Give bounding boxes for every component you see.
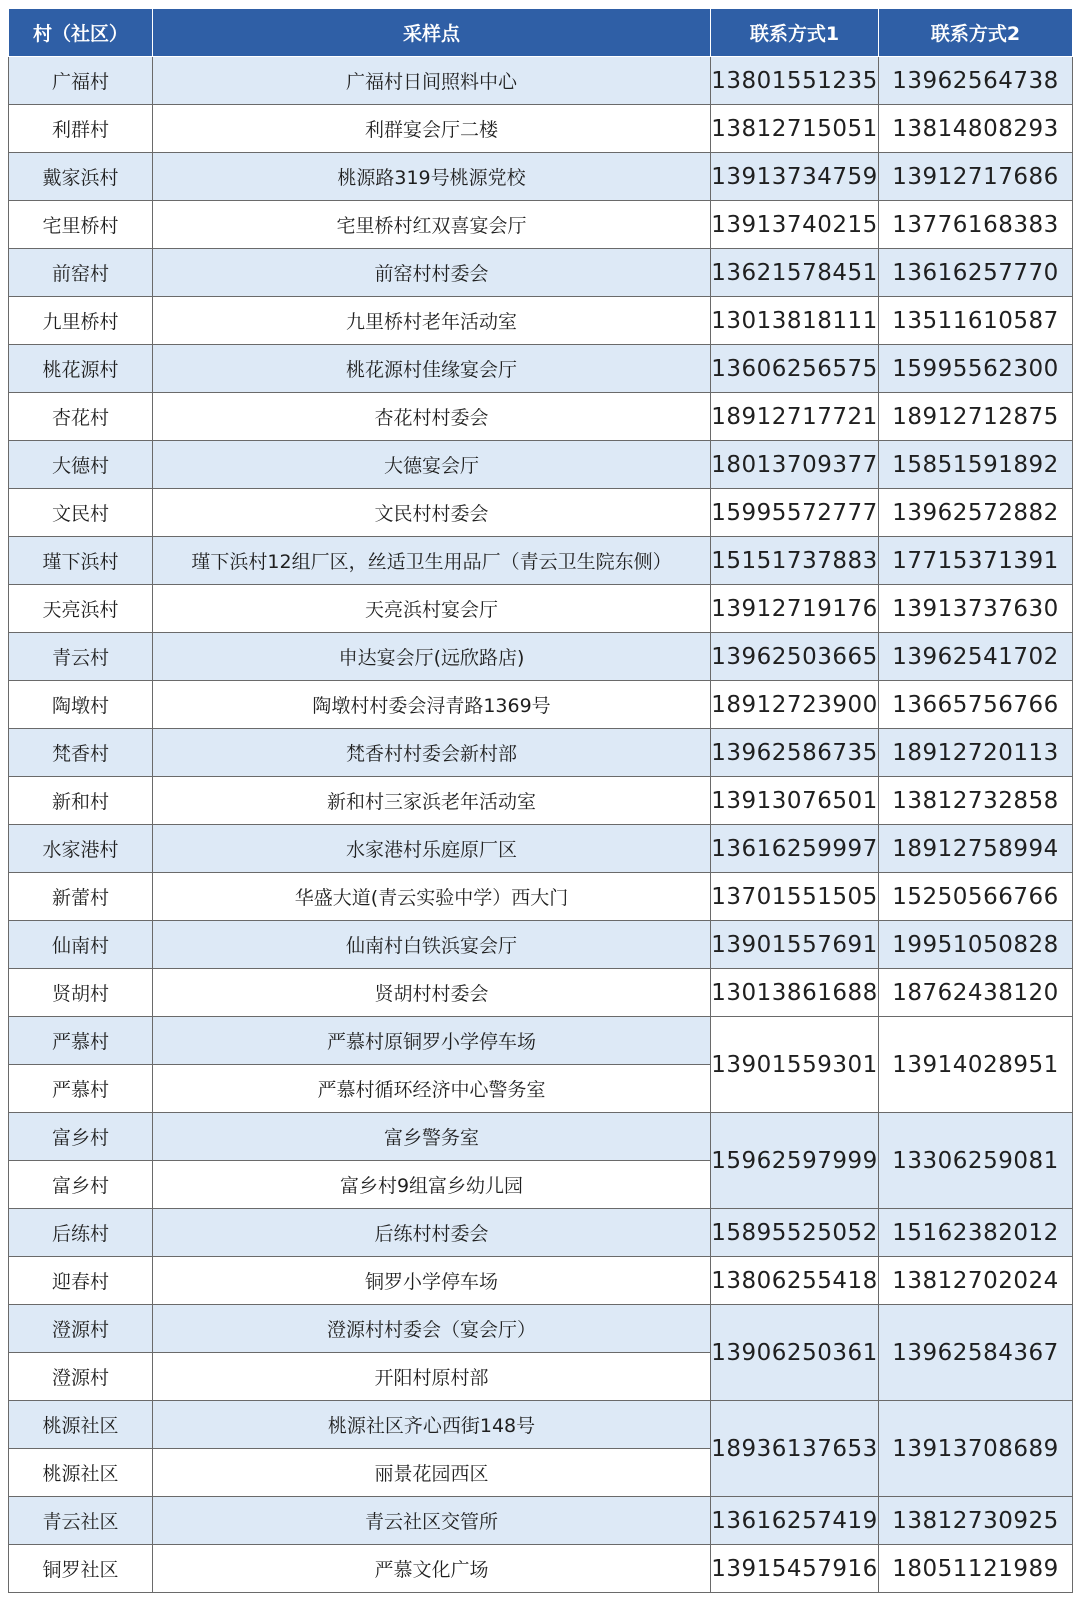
- table-header-row: [9, 9, 1073, 57]
- site-cell: 宅里桥村红双喜宴会厅: [153, 201, 711, 249]
- phone2-cell: 15851591892: [879, 441, 1073, 489]
- table-row: [9, 1401, 1073, 1449]
- phone2-cell: 13306259081: [879, 1113, 1073, 1209]
- phone1-cell: 18936137653: [711, 1401, 879, 1497]
- phone1-cell: 13913076501: [711, 777, 879, 825]
- site-cell: 桃花源村佳缘宴会厅: [153, 345, 711, 393]
- table-row: [9, 537, 1073, 585]
- table-row: [9, 729, 1073, 777]
- site-cell: 丽景花园西区: [153, 1449, 711, 1497]
- table-row: [9, 921, 1073, 969]
- site-cell: 青云社区交管所: [153, 1497, 711, 1545]
- phone1-cell: 15962597999: [711, 1113, 879, 1209]
- site-cell: 富乡警务室: [153, 1113, 711, 1161]
- phone2-cell: 13812702024: [879, 1257, 1073, 1305]
- site-cell: 天亮浜村宴会厅: [153, 585, 711, 633]
- village-cell: 瑾下浜村: [9, 537, 153, 585]
- table-row: [9, 1257, 1073, 1305]
- table-row: [9, 441, 1073, 489]
- phone2-cell: 13814808293: [879, 105, 1073, 153]
- table-row: [9, 57, 1073, 105]
- village-cell: 天亮浜村: [9, 585, 153, 633]
- site-cell: 文民村村委会: [153, 489, 711, 537]
- village-cell: 富乡村: [9, 1161, 153, 1209]
- site-cell: 梵香村村委会新村部: [153, 729, 711, 777]
- table-row: [9, 249, 1073, 297]
- phone1-cell: 13962503665: [711, 633, 879, 681]
- phone1-cell: 13013818111: [711, 297, 879, 345]
- phone2-cell: 18762438120: [879, 969, 1073, 1017]
- phone1-cell: 13013861688: [711, 969, 879, 1017]
- phone1-cell: 13616259997: [711, 825, 879, 873]
- sampling-sites-table-container: [8, 8, 1072, 1593]
- site-cell: 大德宴会厅: [153, 441, 711, 489]
- phone2-cell: 13913737630: [879, 585, 1073, 633]
- village-cell: 澄源村: [9, 1305, 153, 1353]
- phone1-cell: 18912723900: [711, 681, 879, 729]
- village-cell: 青云村: [9, 633, 153, 681]
- table-row: [9, 1545, 1073, 1593]
- phone1-cell: 13606256575: [711, 345, 879, 393]
- site-cell: 前窑村村委会: [153, 249, 711, 297]
- phone2-cell: 18051121989: [879, 1545, 1073, 1593]
- phone1-cell: 13801551235: [711, 57, 879, 105]
- phone1-cell: 13806255418: [711, 1257, 879, 1305]
- phone1-cell: 15151737883: [711, 537, 879, 585]
- table-row: [9, 1209, 1073, 1257]
- phone1-cell: 13621578451: [711, 249, 879, 297]
- header-phone1: 联系方式1: [711, 9, 879, 57]
- phone2-cell: 13962572882: [879, 489, 1073, 537]
- site-cell: 水家港村乐庭原厂区: [153, 825, 711, 873]
- village-cell: 桃源社区: [9, 1449, 153, 1497]
- phone2-cell: 13913708689: [879, 1401, 1073, 1497]
- phone1-cell: 13912719176: [711, 585, 879, 633]
- phone1-cell: 13913734759: [711, 153, 879, 201]
- phone2-cell: 13962564738: [879, 57, 1073, 105]
- phone2-cell: 15162382012: [879, 1209, 1073, 1257]
- phone2-cell: 13812730925: [879, 1497, 1073, 1545]
- village-cell: 水家港村: [9, 825, 153, 873]
- phone2-cell: 18912720113: [879, 729, 1073, 777]
- village-cell: 后练村: [9, 1209, 153, 1257]
- village-cell: 富乡村: [9, 1113, 153, 1161]
- phone2-cell: 13962584367: [879, 1305, 1073, 1401]
- table-row: [9, 873, 1073, 921]
- village-cell: 仙南村: [9, 921, 153, 969]
- phone1-cell: 18013709377: [711, 441, 879, 489]
- phone1-cell: 15895525052: [711, 1209, 879, 1257]
- village-cell: 严慕村: [9, 1065, 153, 1113]
- sampling-sites-table: [8, 8, 1073, 1593]
- phone2-cell: 13776168383: [879, 201, 1073, 249]
- phone2-cell: 13962541702: [879, 633, 1073, 681]
- village-cell: 青云社区: [9, 1497, 153, 1545]
- site-cell: 陶墩村村委会浔青路1369号: [153, 681, 711, 729]
- table-row: [9, 777, 1073, 825]
- village-cell: 桃源社区: [9, 1401, 153, 1449]
- village-cell: 戴家浜村: [9, 153, 153, 201]
- site-cell: 严慕文化广场: [153, 1545, 711, 1593]
- table-row: [9, 297, 1073, 345]
- phone1-cell: 13701551505: [711, 873, 879, 921]
- village-cell: 前窑村: [9, 249, 153, 297]
- village-cell: 贤胡村: [9, 969, 153, 1017]
- table-row: [9, 1017, 1073, 1065]
- table-row: [9, 345, 1073, 393]
- table-row: [9, 585, 1073, 633]
- table-row: [9, 153, 1073, 201]
- table-row: [9, 1305, 1073, 1353]
- phone2-cell: 13812732858: [879, 777, 1073, 825]
- table-row: [9, 1497, 1073, 1545]
- phone2-cell: 17715371391: [879, 537, 1073, 585]
- phone1-cell: 13915457916: [711, 1545, 879, 1593]
- village-cell: 杏花村: [9, 393, 153, 441]
- site-cell: 瑾下浜村12组厂区，丝适卫生用品厂（青云卫生院东侧）: [153, 537, 711, 585]
- phone1-cell: 13906250361: [711, 1305, 879, 1401]
- phone1-cell: 13901559301: [711, 1017, 879, 1113]
- village-cell: 严慕村: [9, 1017, 153, 1065]
- table-row: [9, 1113, 1073, 1161]
- table-row: [9, 105, 1073, 153]
- site-cell: 铜罗小学停车场: [153, 1257, 711, 1305]
- phone1-cell: 13962586735: [711, 729, 879, 777]
- phone1-cell: 13901557691: [711, 921, 879, 969]
- phone2-cell: 18912758994: [879, 825, 1073, 873]
- phone2-cell: 18912712875: [879, 393, 1073, 441]
- site-cell: 华盛大道(青云实验中学）西大门: [153, 873, 711, 921]
- table-body: [9, 57, 1073, 1593]
- phone1-cell: 13913740215: [711, 201, 879, 249]
- village-cell: 广福村: [9, 57, 153, 105]
- village-cell: 大德村: [9, 441, 153, 489]
- header-site: 采样点: [153, 9, 711, 57]
- village-cell: 迎春村: [9, 1257, 153, 1305]
- phone2-cell: 13914028951: [879, 1017, 1073, 1113]
- site-cell: 富乡村9组富乡幼儿园: [153, 1161, 711, 1209]
- village-cell: 桃花源村: [9, 345, 153, 393]
- site-cell: 贤胡村村委会: [153, 969, 711, 1017]
- village-cell: 九里桥村: [9, 297, 153, 345]
- site-cell: 开阳村原村部: [153, 1353, 711, 1401]
- table-row: [9, 489, 1073, 537]
- site-cell: 广福村日间照料中心: [153, 57, 711, 105]
- site-cell: 桃源社区齐心西街148号: [153, 1401, 711, 1449]
- site-cell: 申达宴会厅(远欣路店): [153, 633, 711, 681]
- village-cell: 新蕾村: [9, 873, 153, 921]
- phone1-cell: 13812715051: [711, 105, 879, 153]
- site-cell: 新和村三家浜老年活动室: [153, 777, 711, 825]
- phone2-cell: 13665756766: [879, 681, 1073, 729]
- header-phone2: 联系方式2: [879, 9, 1073, 57]
- site-cell: 杏花村村委会: [153, 393, 711, 441]
- village-cell: 陶墩村: [9, 681, 153, 729]
- site-cell: 桃源路319号桃源党校: [153, 153, 711, 201]
- table-row: [9, 969, 1073, 1017]
- table-row: [9, 393, 1073, 441]
- site-cell: 后练村村委会: [153, 1209, 711, 1257]
- site-cell: 利群宴会厅二楼: [153, 105, 711, 153]
- site-cell: 严慕村原铜罗小学停车场: [153, 1017, 711, 1065]
- village-cell: 澄源村: [9, 1353, 153, 1401]
- phone2-cell: 13616257770: [879, 249, 1073, 297]
- phone1-cell: 13616257419: [711, 1497, 879, 1545]
- phone2-cell: 13912717686: [879, 153, 1073, 201]
- village-cell: 新和村: [9, 777, 153, 825]
- site-cell: 仙南村白铁浜宴会厅: [153, 921, 711, 969]
- phone2-cell: 13511610587: [879, 297, 1073, 345]
- phone1-cell: 15995572777: [711, 489, 879, 537]
- phone1-cell: 18912717721: [711, 393, 879, 441]
- village-cell: 梵香村: [9, 729, 153, 777]
- village-cell: 文民村: [9, 489, 153, 537]
- phone2-cell: 15995562300: [879, 345, 1073, 393]
- table-row: [9, 633, 1073, 681]
- site-cell: 澄源村村委会（宴会厅）: [153, 1305, 711, 1353]
- phone2-cell: 19951050828: [879, 921, 1073, 969]
- header-village: 村（社区）: [9, 9, 153, 57]
- table-row: [9, 681, 1073, 729]
- village-cell: 宅里桥村: [9, 201, 153, 249]
- village-cell: 利群村: [9, 105, 153, 153]
- site-cell: 严慕村循环经济中心警务室: [153, 1065, 711, 1113]
- phone2-cell: 15250566766: [879, 873, 1073, 921]
- village-cell: 铜罗社区: [9, 1545, 153, 1593]
- table-row: [9, 825, 1073, 873]
- site-cell: 九里桥村老年活动室: [153, 297, 711, 345]
- table-row: [9, 201, 1073, 249]
